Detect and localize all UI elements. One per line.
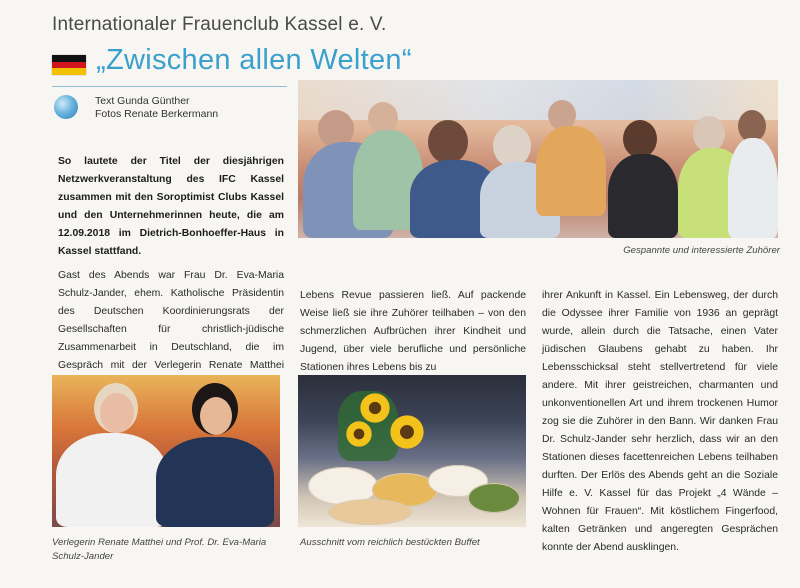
- article-headline: „Zwischen allen Welten“: [96, 44, 412, 76]
- buffet-photo: [298, 375, 526, 527]
- speakers-photo-caption: Verlegerin Renate Matthei und Prof. Dr. Eva-Maria Schulz-Jander: [52, 537, 267, 562]
- credits: [95, 95, 218, 121]
- audience-photo-caption: Gespannte und interessierte Zuhörer: [623, 245, 780, 256]
- article-column-1: Gast des Abends war Frau Dr. Eva-Maria Schulz-Jander, ehem. Katholische Präsidentin des Deutschen Koordinierungsrats der Gesellschaften für christlich-jüdische Zusammenarbeit in Deutschland, die im Gespräch mit der Verlegerin Renate Matthei: [58, 270, 284, 371]
- flag-stripe-gold: [52, 68, 86, 75]
- buffet-photo-caption: Ausschnitt vom reichlich bestückten Buffet: [300, 537, 480, 548]
- photo-credit: Fotos Renate Berkermann: [95, 108, 219, 120]
- audience-photo: [298, 80, 778, 238]
- flag-stripe-black: [52, 55, 86, 62]
- text-credit: Text Gunda Günther: [95, 95, 190, 107]
- german-flag-icon: [52, 55, 86, 75]
- club-name: Internationaler Frauenclub Kassel e. V.: [52, 14, 387, 35]
- globe-icon: [54, 95, 78, 119]
- article-column-2: Lebens Revue passieren ließ. Auf packende Weise ließ sie ihre Zuhörer teilhaben – von den schmerzlichen Aufbrüchen ihrer Kindheit und Jugend, über viele berufliche und persönliche Stationen ihres Lebens bis zu: [300, 290, 526, 373]
- flag-stripe-red: [52, 62, 86, 69]
- speakers-photo: [52, 375, 280, 527]
- headline-divider: [52, 86, 287, 87]
- article-column-3: ihrer Ankunft in Kassel. Ein Lebensweg, der durch die Odyssee ihrer Familie von 1936 an geprägt wurde, allein durch die Tatsache, einen Vater jüdischen Glaubens gehabt zu haben. Ihr Lebensschicksal steht stellvertretend für viele andere. Mit ihrer geistreichen, charmanten und unkonventionellen Art und ihrem trockenen Humor zog sie die Zuhörer in den Bann. Wir danken Frau Dr. Schulz-Jander sehr herzlich, dass wir an den Stationen dieses facettenreichen Lebens teilhaben durften. Der Erlös des Abends geht an die Soziale Hilfe e. V. Kassel für das Projekt „4 Wände – Wohnen für Frauen“. Mit köstlichem Fingerfood, kalten Getränken und angeregten Gesprächen konnte der Abend ausklingen.: [542, 290, 778, 553]
- article-intro: So lautete der Titel der diesjährigen Netzwerkveranstaltung des IFC Kassel zusammen mit den Soroptimist Clubs Kassel und den Unternehmerinnen heute, die am 12.09.2018 im Dietrich-Bonhoeffer-Haus in Kassel stattfand.: [58, 156, 284, 257]
